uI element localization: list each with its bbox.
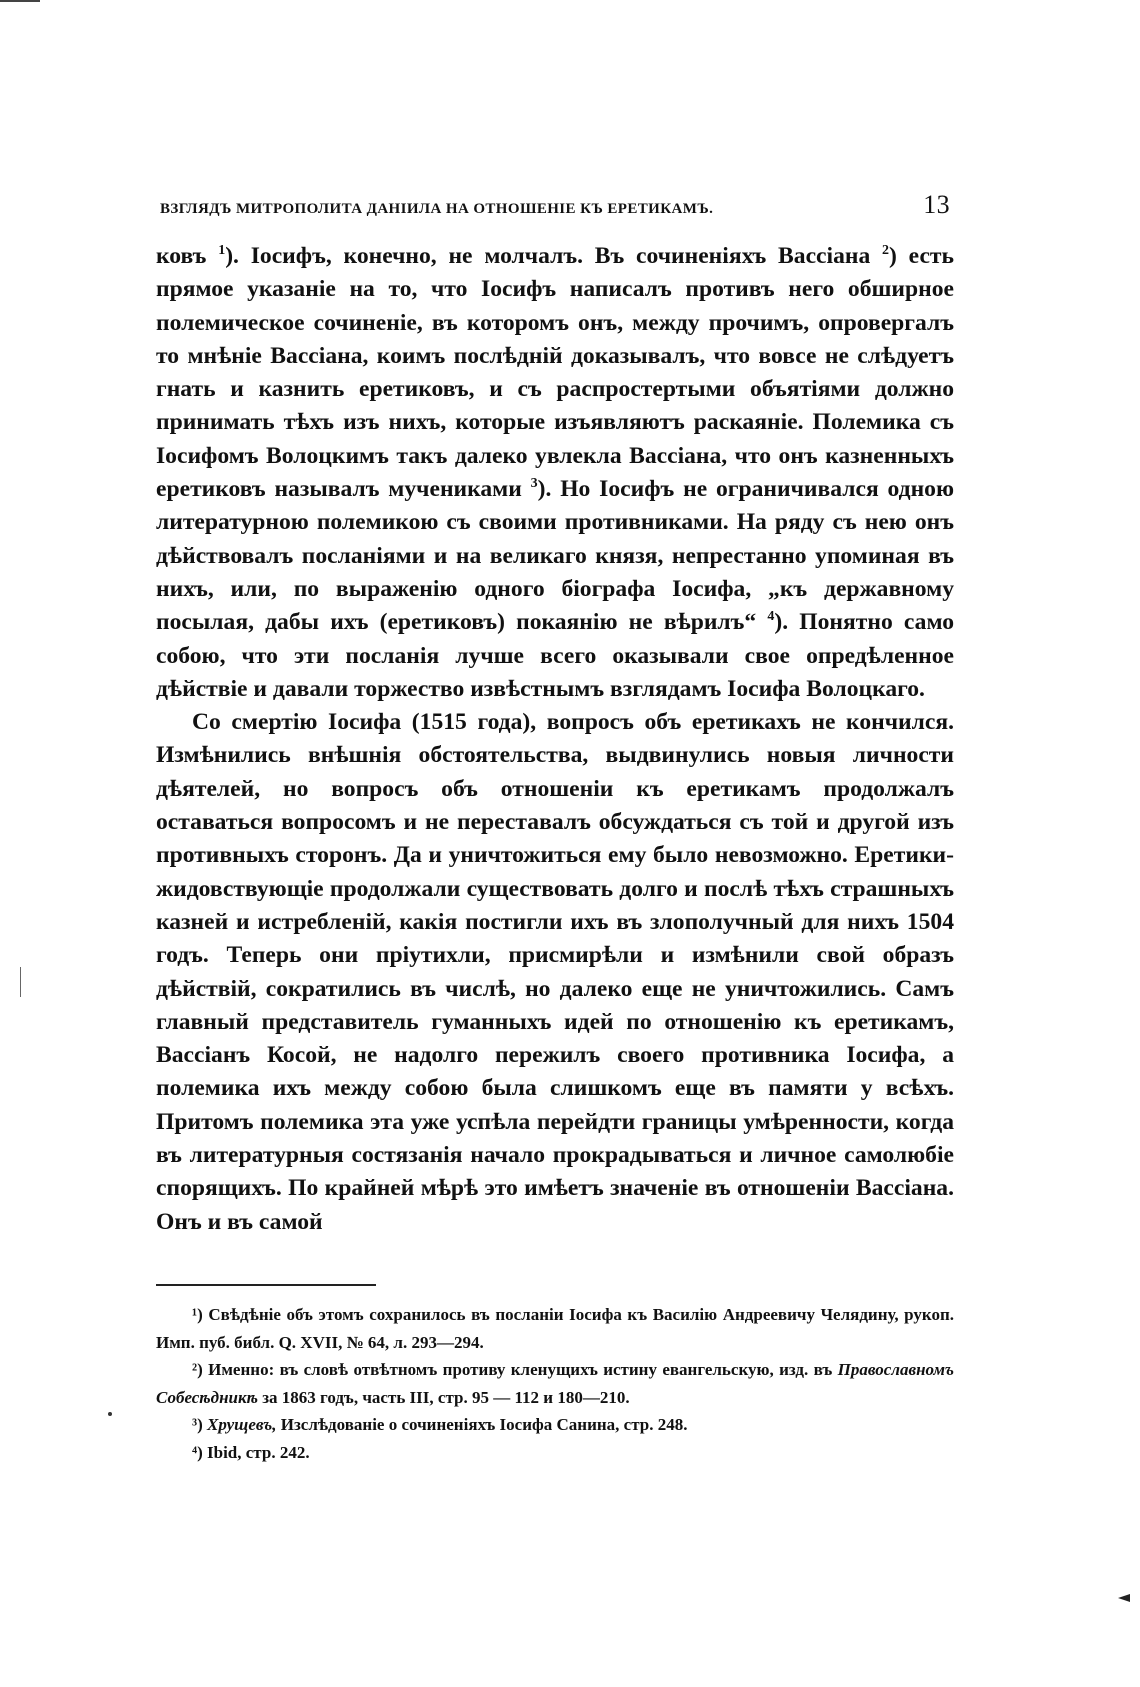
paragraph-1-part-c: ) есть прямое указанiе на то, что Iосифъ написалъ противъ него обширное полемическое сочиненiе, въ которомъ онъ, между прочимъ, опровергалъ то мнѣнiе Вассiана, коимъ послѣднiй доказывалъ, что вовсе не слѣдуетъ гнать и казнить еретиковъ, и съ распростертыми объятiями должно принимать тѣхъ изъ нихъ, которые изъявляютъ раскаянiе. Полемика съ Iосифомъ Волоцкимъ такъ далеко увлекла Вассiана, что онъ казненныхъ еретиковъ называлъ мучениками bbox=[156, 243, 954, 503]
footnote-3 bbox=[156, 1411, 954, 1439]
footnotes bbox=[156, 1301, 954, 1466]
running-header bbox=[160, 190, 950, 220]
footnote-2-text-a: Именно: въ словѣ отвѣтномъ противу кленущихъ истину евангельскую, изд. въ bbox=[208, 1360, 838, 1379]
footnote-3-text: Изслѣдованiе о сочиненiяхъ Iосифа Санина, стр. 248. bbox=[276, 1415, 688, 1434]
paragraph-1-part-d: ). Но Iосифъ не ограничивался одною литературною полемикою съ своими противниками. На ряду съ нею онъ дѣйствовалъ посланiями и на великаго князя, непрестанно упоминая въ нихъ, или, по выраженiю одного бiографа Iосифа, „къ державному посылая, дабы ихъ (еретиковъ) покаянiю не вѣрилъ“ bbox=[156, 476, 954, 636]
footnote-ref-2: 2 bbox=[882, 243, 890, 259]
footnote-2 bbox=[156, 1356, 954, 1411]
paragraph-2: Со смертiю Iосифа (1515 года), вопросъ объ еретикахъ не кончился. Измѣнились внѣшнiя обстоятельства, выдвинулись новыя личности дѣятелей, но вопросъ объ отношенiи къ еретикамъ продолжалъ оставаться вопросомъ и не переставалъ обсуждаться съ той и другой изъ противныхъ сторонъ. Да и уничтожиться ему было невозможно. Еретики-жидовствующiе продолжали существовать долго и послѣ тѣхъ страшныхъ казней и истребленiй, какiя постигли ихъ въ злополучный для нихъ 1504 годъ. Теперь они прiутихли, присмирѣли и измѣнили свой образъ дѣйствiй, сократились въ числѣ, но далеко еще не уничтожились. Самъ главный представитель гуманныхъ идей по отношенiю къ еретикамъ, Вассiанъ Косой, не надолго пережилъ своего противника Iосифа, а полемика ихъ между собою была слишкомъ еще въ памяти у всѣхъ. Притомъ полемика эта уже успѣла перейдти границы умѣренности, когда въ литературныя состязанiя начало прокрадываться и личное самолюбiе спорящихъ. По крайней мѣрѣ это имѣетъ значенiе въ отношенiи Вассiана. Онъ и въ самой bbox=[156, 709, 954, 1235]
footnote-4-mark: ⁴) bbox=[192, 1442, 203, 1462]
footnote-ref-4: 4 bbox=[767, 609, 775, 625]
footnote-1-mark: ¹) bbox=[192, 1305, 203, 1324]
main-text bbox=[156, 240, 954, 1239]
footnote-4-text: Ibid, стр. 242. bbox=[207, 1442, 310, 1462]
paragraph-1-part-b: ). Iосифъ, конечно, не молчалъ. Въ сочиненiяхъ Вассiана bbox=[225, 243, 883, 269]
footnote-3-mark: ³) bbox=[192, 1415, 203, 1434]
footnote-2-text-b: за 1863 годъ, часть III, стр. 95 — 112 и 180—210. bbox=[257, 1387, 630, 1407]
footnote-divider bbox=[156, 1284, 376, 1286]
scan-corner-mark bbox=[0, 0, 40, 2]
footnote-2-journal-title: Православномъ Собесѣдникѣ bbox=[156, 1360, 954, 1407]
paragraph-1-part-e: ). Понятно само собою, что эти посланiя лучше всего оказывали свое опредѣленное дѣйствiе и давали торжество извѣстнымъ взглядамъ Iосифа Волоцкаго. bbox=[156, 609, 955, 702]
scan-speck bbox=[108, 1412, 112, 1416]
footnote-ref-3: 3 bbox=[530, 476, 538, 492]
footnote-ref-1: 1 bbox=[218, 243, 226, 259]
page-number: 13 bbox=[923, 190, 950, 219]
paragraph-1 bbox=[156, 240, 954, 706]
footnote-1-text: Свѣдѣнiе объ этомъ сохранилось въ посланiи Iосифа къ Василiю Андреевичу Челядину, рукоп. Имп. пуб. библ. Q. XVII, № 64, л. 293—294. bbox=[156, 1305, 955, 1352]
footnote-2-mark: ²) bbox=[192, 1360, 203, 1379]
footnote-3-author: Хрущевъ, bbox=[207, 1415, 277, 1434]
scan-margin-tick bbox=[20, 967, 21, 997]
footnote-4 bbox=[156, 1439, 954, 1467]
scan-corner-arrow bbox=[1118, 1594, 1130, 1602]
paragraph-1-part-a: ковъ bbox=[156, 243, 219, 269]
running-title: ВЗГЛЯДЪ МИТРОПОЛИТА ДАНIИЛА НА ОТНОШЕНIЕ КЪ ЕРЕТИКАМЪ. bbox=[160, 201, 714, 217]
footnote-1 bbox=[156, 1301, 954, 1356]
